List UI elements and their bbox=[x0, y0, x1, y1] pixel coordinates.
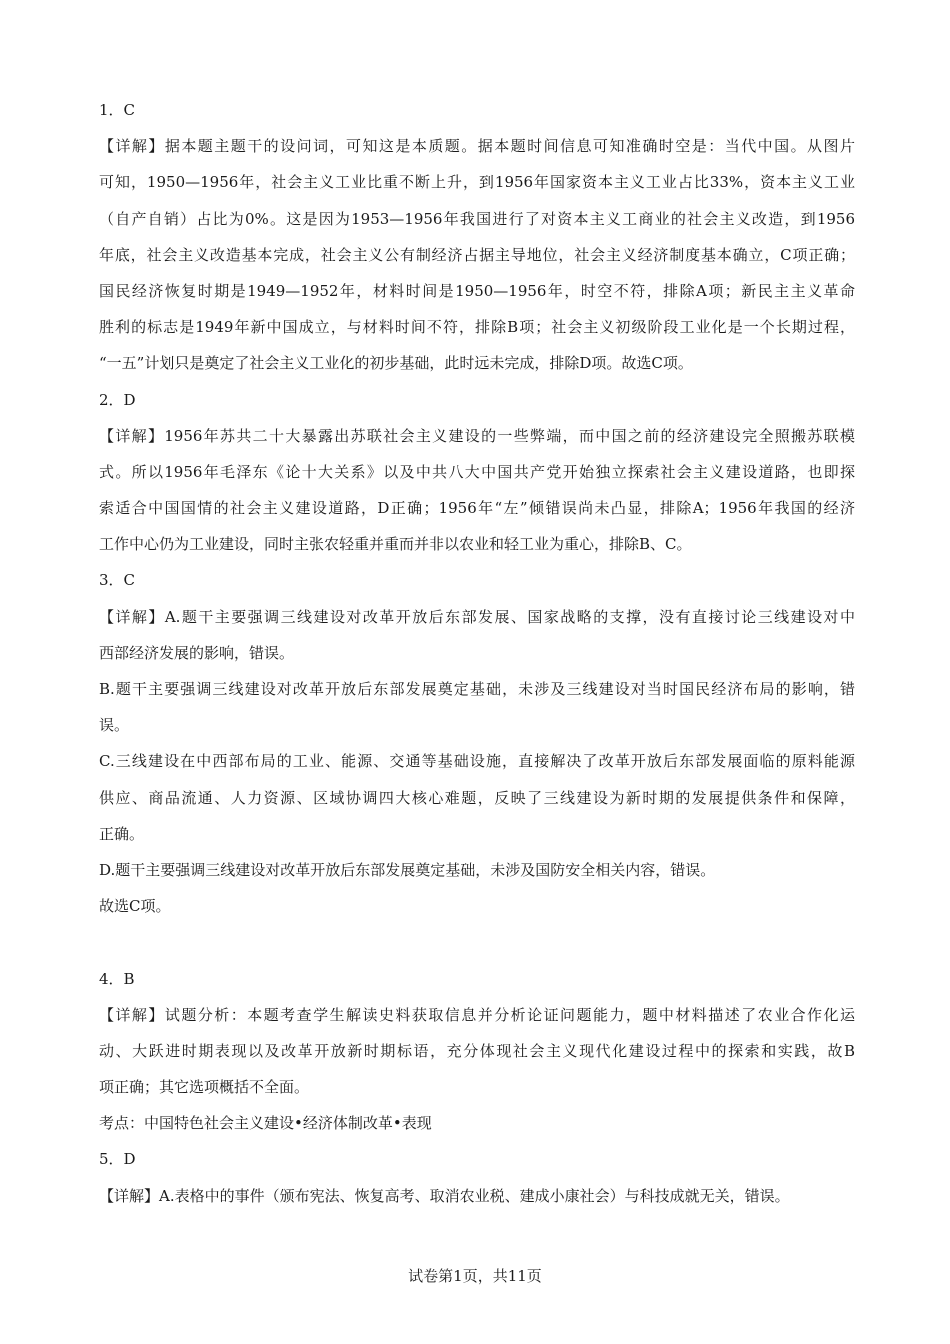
question-5-label: 5．D bbox=[99, 1150, 136, 1169]
question-3-line-9: 故选C项。 bbox=[99, 897, 171, 916]
question-5-line-1: 【详解】A.表格中的事件（颁布宪法、恢复高考、取消农业税、建成小康社会）与科技成就无关，错误。 bbox=[99, 1186, 790, 1205]
question-3-line-2: 西部经济发展的影响，错误。 bbox=[99, 643, 295, 662]
question-2-line-3: 索适合中国国情的社会主义建设道路，D正确；1956年“左”倾错误尚未凸显，排除A；1956年我国的经济 bbox=[99, 499, 855, 518]
question-4-line-4: 考点：中国特色社会主义建设•经济体制改革•表现 bbox=[99, 1114, 432, 1133]
question-3-line-4: 误。 bbox=[99, 716, 130, 735]
question-2-label: 2．D bbox=[99, 390, 136, 409]
question-1-line-3: （自产自销）占比为0%。这是因为1953—1956年我国进行了对资本主义工商业的社会主义改造，到1956 bbox=[99, 209, 855, 228]
question-1-line-5: 国民经济恢复时期是1949—1952年，材料时间是1950—1956年，时空不符，排除A项；新民主主义革命 bbox=[99, 281, 855, 300]
question-3-line-1: 【详解】A.题干主要强调三线建设对改革开放后东部发展、国家战略的支撑，没有直接讨论三线建设对中 bbox=[99, 607, 855, 626]
question-4-line-1: 【详解】试题分析：本题考查学生解读史料获取信息并分析论证问题能力，题中材料描述了农业合作化运 bbox=[99, 1005, 855, 1024]
question-3-line-3: B.题干主要强调三线建设对改革开放后东部发展奠定基础，未涉及三线建设对当时国民经济布局的影响，错 bbox=[99, 680, 855, 698]
question-1-line-1: 【详解】据本题主题干的设问词，可知这是本质题。据本题时间信息可知准确时空是：当代中国。从图片 bbox=[99, 137, 855, 156]
question-3-line-7: 正确。 bbox=[99, 824, 145, 843]
question-3-line-5: C.三线建设在中西部布局的工业、能源、交通等基础设施，直接解决了改革开放后东部发展面临的原料能源 bbox=[99, 752, 855, 771]
question-1-line-7: “一五”计划只是奠定了社会主义工业化的初步基础，此时远未完成，排除D项。故选C项。 bbox=[99, 354, 693, 373]
question-4-line-3: 项正确；其它选项概括不全面。 bbox=[99, 1078, 310, 1097]
question-3-line-8: D.题干主要强调三线建设对改革开放后东部发展奠定基础，未涉及国防安全相关内容，错误。 bbox=[99, 860, 716, 879]
answer-content bbox=[99, 92, 855, 1214]
question-1-line-4: 年底，社会主义改造基本完成，社会主义公有制经济占据主导地位，社会主义经济制度基本确立，C项正确； bbox=[99, 245, 855, 264]
page-footer: 试卷第1页，共11页 bbox=[408, 1267, 542, 1285]
question-2-line-2: 式。所以1956年毛泽东《论十大关系》以及中共八大中国共产党开始独立探索社会主义建设道路，也即探 bbox=[99, 462, 855, 481]
question-3-line-6: 供应、商品流通、人力资源、区域协调四大核心难题，反映了三线建设为新时期的发展提供条件和保障， bbox=[99, 788, 855, 807]
question-1-label: 1．C bbox=[99, 101, 136, 119]
question-1-line-6: 胜利的标志是1949年新中国成立，与材料时间不符，排除B项；社会主义初级阶段工业化是一个长期过程， bbox=[99, 318, 855, 337]
question-2-line-1: 【详解】1956年苏共二十大暴露出苏联社会主义建设的一些弊端，而中国之前的经济建设完全照搬苏联模 bbox=[99, 426, 855, 445]
question-1-line-2: 可知，1950—1956年，社会主义工业比重不断上升，到1956年国家资本主义工业占比33%，资本主义工业 bbox=[99, 173, 855, 192]
section-gap bbox=[99, 924, 855, 960]
question-4-line-2: 动、大跃进时期表现以及改革开放新时期标语，充分体现社会主义现代化建设过程中的探索和实践，故B bbox=[99, 1041, 855, 1060]
question-3-label: 3．C bbox=[99, 571, 136, 590]
question-4-label: 4．B bbox=[99, 969, 135, 988]
question-2-line-4: 工作中心仍为工业建设，同时主张农轻重并重而并非以农业和轻工业为重心，排除B、C。 bbox=[99, 535, 692, 554]
